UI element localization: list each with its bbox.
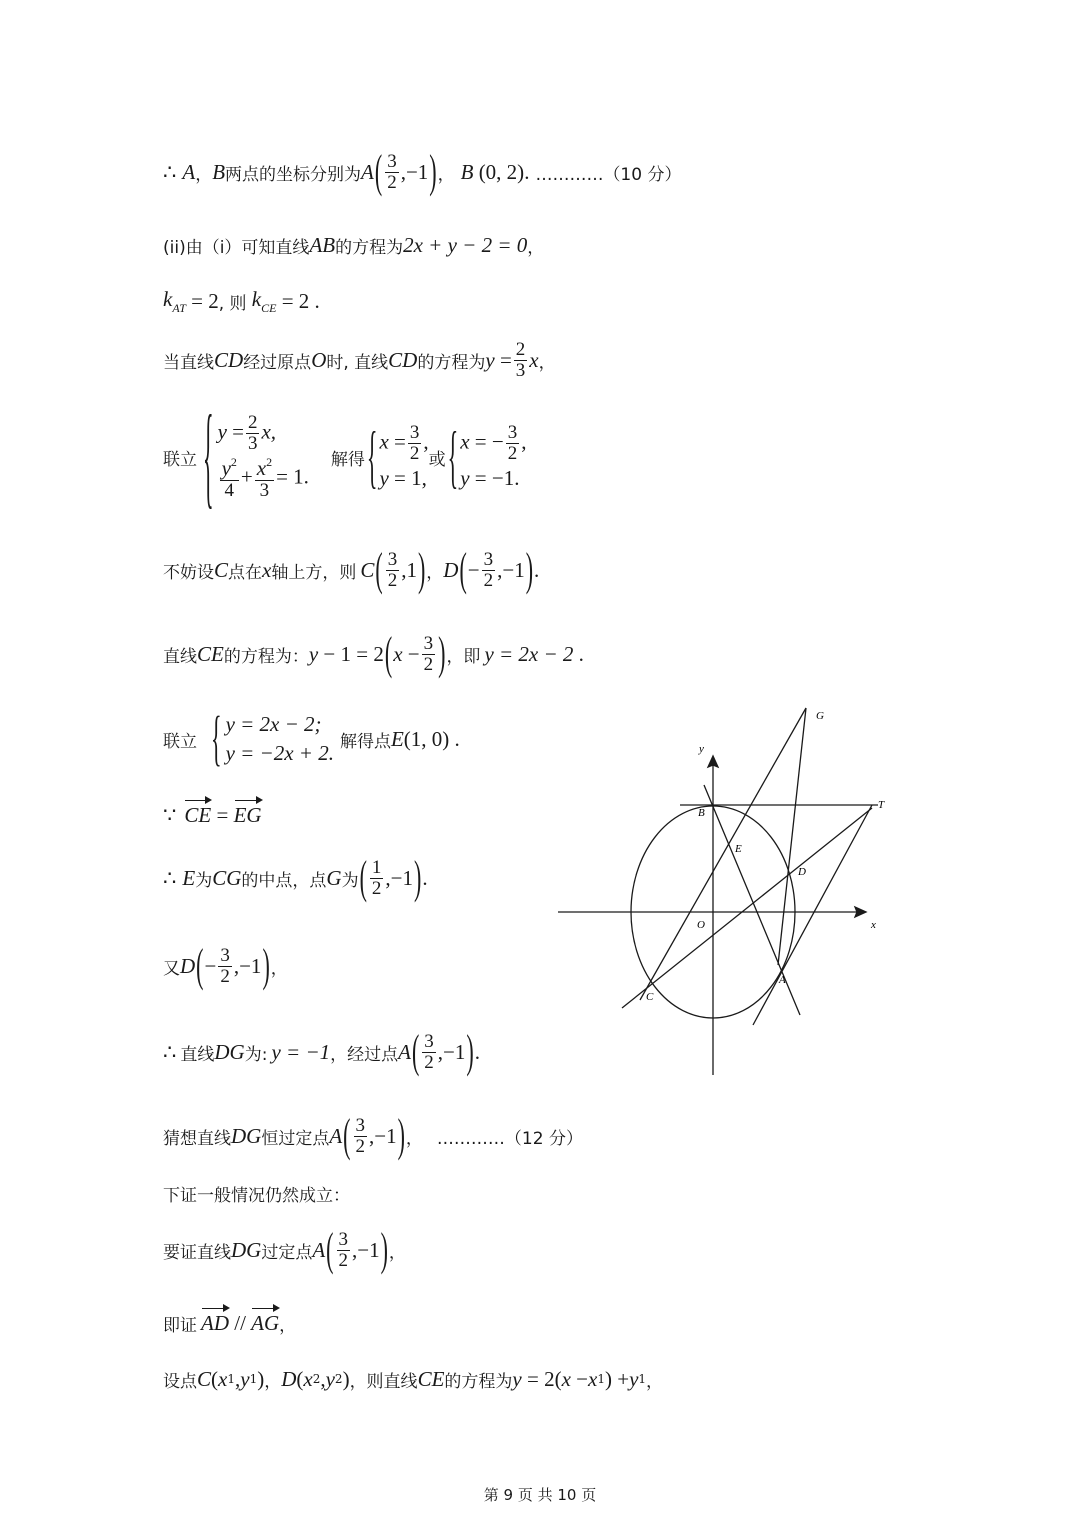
line-ab-equation: (ii)由（i）可知直线 AB 的方程为 2x + y − 2 = 0 ，	[163, 232, 545, 258]
line-vector-ce-eg: ∵ CE = EG	[163, 802, 262, 827]
line-solve-e: 联立 { y = 2x − 2; y = −2x + 2. 解得点 E (1, 0) .	[163, 702, 460, 773]
line-gd	[778, 708, 806, 965]
label-G: G	[816, 710, 824, 722]
line-ce-equation: 直线 CE 的方程为： y − 1 = 2 ( x − $\frac{3}{2}$ ) ，即 y = 2x − 2 .	[163, 626, 584, 680]
line-d-again: 又 D ( − $\frac{3}{2}$ ,−1 ) ，	[163, 938, 288, 992]
line-c-d-points: 不妨设 C 点在 x 轴上方，则 C ( $\frac{3}{2}$ ,1 ) ， D ( − $\frac{3}{2}$ ,−1 ) .	[163, 542, 540, 596]
line-cd-through-origin: 当直线 CD 经过原点 O 时, 直线 CD 的方程为 y = $\frac{2}{3}$ x ，	[163, 338, 556, 381]
line-at	[753, 805, 872, 1025]
line-system-ellipse: 联立 { y = $\frac{2}{3}$ x, $\frac{y^2}{4}$ + $\frac{x^2}{3}$ = 1. 解得 { x = $\frac{3}{2}$ , y = 1, 或 { x = − $\frac{3}{2}$ , y = −1.	[163, 389, 527, 520]
label-A: A	[779, 974, 786, 986]
page-footer: 第 9 页 共 10 页	[483, 1486, 597, 1504]
line-conjecture: 猜想直线 DG 恒过定点 A ( $\frac{3}{2}$ ,−1 ) ， …………（12 分）	[163, 1108, 583, 1162]
score-10: …………（10 分）	[535, 164, 682, 185]
line-general-case: 下证一般情况仍然成立：	[163, 1185, 350, 1206]
line-ab-coordinates: ∴ A ， B 两点的坐标分别为 A ( $\frac{3}{2}$ ,−1 ) ， B (0, 2) . …………（10 分）	[163, 144, 682, 198]
label-x: x	[871, 919, 876, 931]
therefore-symbol: ∴	[163, 159, 177, 184]
y-axis-arrow	[708, 756, 718, 767]
geometry-figure	[550, 700, 890, 1080]
label-y: y	[699, 743, 704, 755]
label-T: T	[878, 799, 885, 811]
score-12: …………（12 分）	[436, 1128, 583, 1149]
line-g-midpoint: ∴ E 为 CG 的中点，点 G 为 ( $\frac{1}{2}$ ,−1 ) .	[163, 850, 428, 904]
line-general-ce: 设点 C ( x 1 , y 1 ) ， D ( x 2 , y 2 ) ，则直线 CE 的方程为 y = 2( x − x 1 ) + y 1 ，	[163, 1366, 664, 1392]
label-D: D	[798, 866, 806, 878]
line-cd	[622, 808, 872, 1008]
label-E: E	[735, 843, 742, 855]
label-O: O	[697, 919, 705, 931]
line-slopes: $k_{AT}$ = 2 , 则 $k_{CE}$ = 2 .	[163, 286, 320, 315]
line-to-prove: 要证直线 DG 过定点 A ( $\frac{3}{2}$ ,−1 ) ，	[163, 1222, 406, 1276]
x-axis-arrow	[855, 907, 866, 917]
label-C: C	[646, 991, 654, 1003]
label-B: B	[698, 807, 705, 819]
line-parallel-vectors: 即证 AD // AG ，	[163, 1310, 297, 1336]
line-dg-passes-a: ∴ 直线 DG 为: y = −1 ，经过点 A ( $\frac{3}{2}$ ,−1 ) .	[163, 1024, 480, 1078]
